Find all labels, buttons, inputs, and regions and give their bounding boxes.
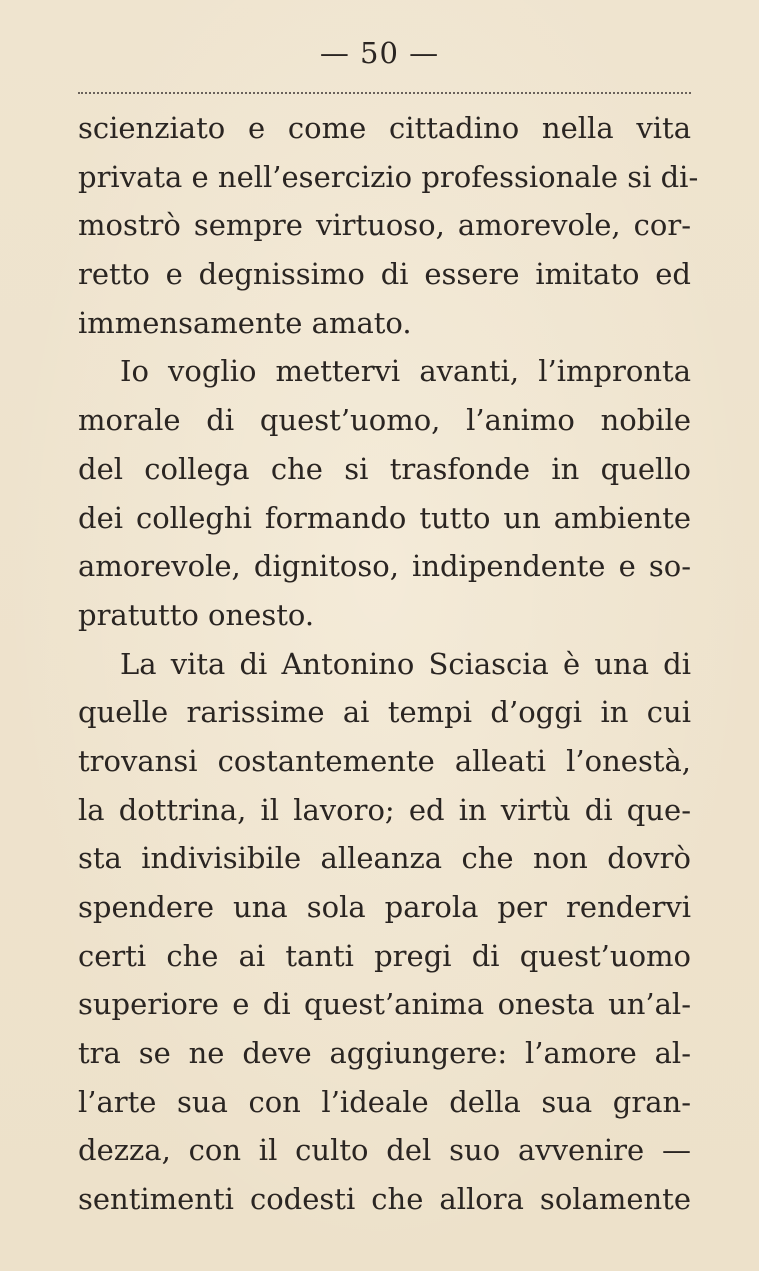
text-line: mostrò sempre virtuoso, amorevole, cor-	[78, 208, 691, 243]
text-line: amorevole, dignitoso, indipendente e so-	[78, 549, 691, 584]
text-line: pratutto onesto.	[78, 597, 315, 632]
text-line: retto e degnissimo di essere imitato ed	[78, 257, 691, 292]
text-line: superiore e di quest’anima onesta un’al-	[78, 987, 691, 1022]
text-line: spendere una sola parola per rendervi	[78, 890, 691, 924]
text-line: sta indivisibile alleanza che non dovrò	[78, 841, 691, 876]
text-line: La vita di Antonino Sciascia è una di	[120, 646, 691, 681]
text-line: immensamente amato.	[78, 305, 412, 340]
header-dotted-rule	[78, 92, 691, 94]
text-line: Io voglio mettervi avanti, l’impronta	[120, 354, 691, 389]
text-line: trovansi costantemente alleati l’onestà,	[78, 743, 691, 778]
page-body	[78, 104, 699, 1224]
text-line: scienziato e come cittadino nella vita	[78, 111, 691, 145]
text-line: certi che ai tanti pregi di quest’uomo	[78, 938, 691, 973]
text-line: quelle rarissime ai tempi d’oggi in cui	[78, 695, 691, 730]
text-line: tra se ne deve aggiungere: l’amore al-	[78, 1036, 691, 1071]
text-line: l’arte sua con l’ideale della sua gran-	[78, 1084, 691, 1119]
text-line: sentimenti codesti che allora solamente	[78, 1182, 691, 1217]
text-line: privata e nell’esercizio professionale si di-	[78, 159, 699, 194]
text-line: dezza, con il culto del suo avvenire —	[78, 1133, 691, 1168]
text-line: la dottrina, il lavoro; ed in virtù di que-	[78, 792, 691, 827]
page-number: — 50 —	[319, 36, 440, 70]
text-line: del collega che si trasfonde in quello	[78, 451, 691, 486]
text-line: dei colleghi formando tutto un ambiente	[78, 500, 691, 535]
text-line: morale di quest’uomo, l’animo nobile	[78, 403, 691, 438]
